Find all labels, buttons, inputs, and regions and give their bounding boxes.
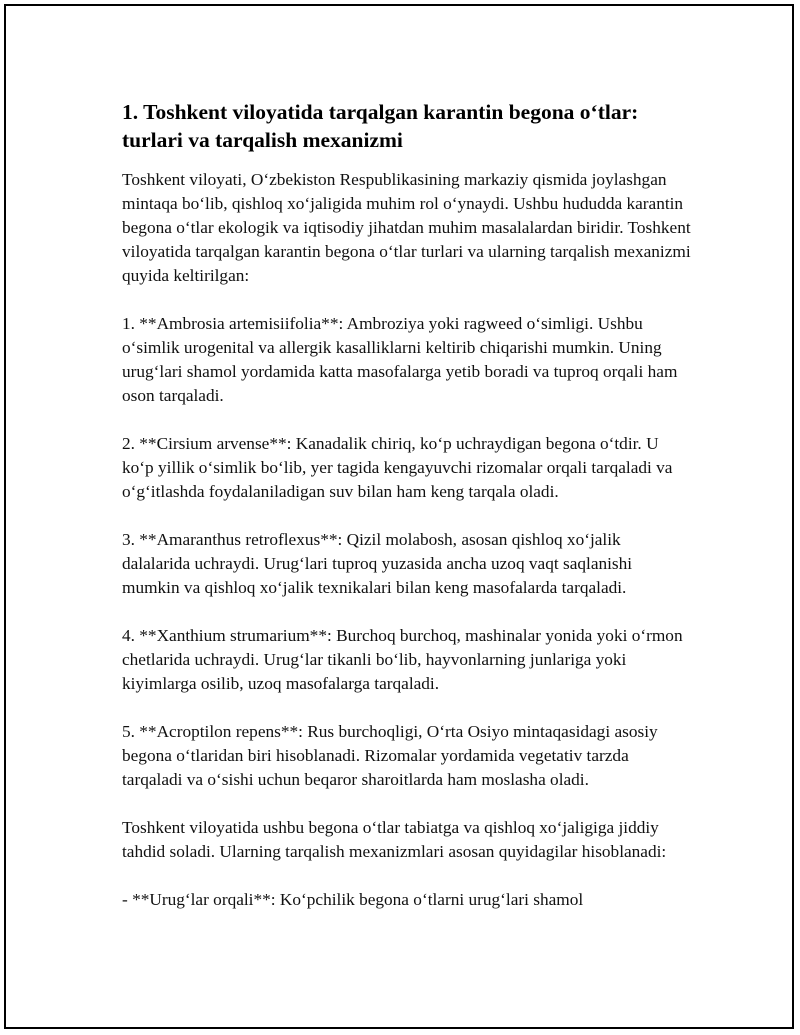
list-item-acroptilon: 5. **Acroptilon repens**: Rus burchoqligi, O‘rta Osiyo mintaqasidagi asosiy begona o‘tlaridan biri hisoblanadi. Rizomalar yordamida vegetativ tarzda tarqaladi va o‘sishi uchun beqaror sharoitlarda ham moslasha oladi. [122,722,658,789]
section-heading: 1. Toshkent viloyatida tarqalgan karantin begona o‘tlar: turlari va tarqalish mexanizmi [122,100,639,152]
document-page [4,4,794,1029]
list-item-ambrosia: 1. **Ambrosia artemisiifolia**: Ambroziya yoki ragweed o‘simligi. Ushbu o‘simlik urogenital va allergik kasalliklarni keltirib chiqarishi mumkin. Uning urug‘lari shamol yordamida katta masofalarga yetib boradi va tuproq orqali ham oson tarqaladi. [122,314,678,405]
list-item-amaranthus: 3. **Amaranthus retroflexus**: Qizil molabosh, asosan qishloq xo‘jalik dalalarida uchraydi. Urug‘lari tuproq yuzasida ancha uzoq vaqt saqlanishi mumkin va qishloq xo‘jalik texnikalari bilan keng masofalarda tarqaladi. [122,530,633,597]
list-item-xanthium: 4. **Xanthium strumarium**: Burchoq burchoq, mashinalar yonida yoki o‘rmon chetlarida uchraydi. Urug‘lar tikanli bo‘lib, hayvonlarning junlariga yoki kiyimlarga osilib, uzoq masofalarga tarqaladi. [122,626,683,693]
intro-paragraph: Toshkent viloyati, O‘zbekiston Respublikasining markaziy qismida joylashgan mintaqa bo‘lib, qishloq xo‘jaligida muhim rol o‘ynaydi. Ushbu hududda karantin begona o‘tlar ekologik va iqtisodiy jihatdan muhim masalalardan biridir. Toshkent viloyatida tarqalgan karantin begona o‘tlar turlari va ularning tarqalish mexanizmi quyida keltirilgan: [122,170,691,285]
list-item-cirsium: 2. **Cirsium arvense**: Kanadalik chiriq, ko‘p uchraydigan begona o‘tdir. U ko‘p yillik o‘simlik bo‘lib, yer tagida kengayuvchi rizomalar orqali tarqaladi va o‘g‘itlashda foydalaniladigan suv bilan ham keng tarqala oladi. [122,434,673,501]
conclusion-paragraph: Toshkent viloyatida ushbu begona o‘tlar tabiatga va qishloq xo‘jaligiga jiddiy tahdid soladi. Ularning tarqalish mexanizmlari asosan quyidagilar hisoblanadi: [122,818,667,861]
document-body [122,98,692,936]
bullet-item-seeds: - **Urug‘lar orqali**: Ko‘pchilik begona o‘tlarni urug‘lari shamol [122,890,584,909]
